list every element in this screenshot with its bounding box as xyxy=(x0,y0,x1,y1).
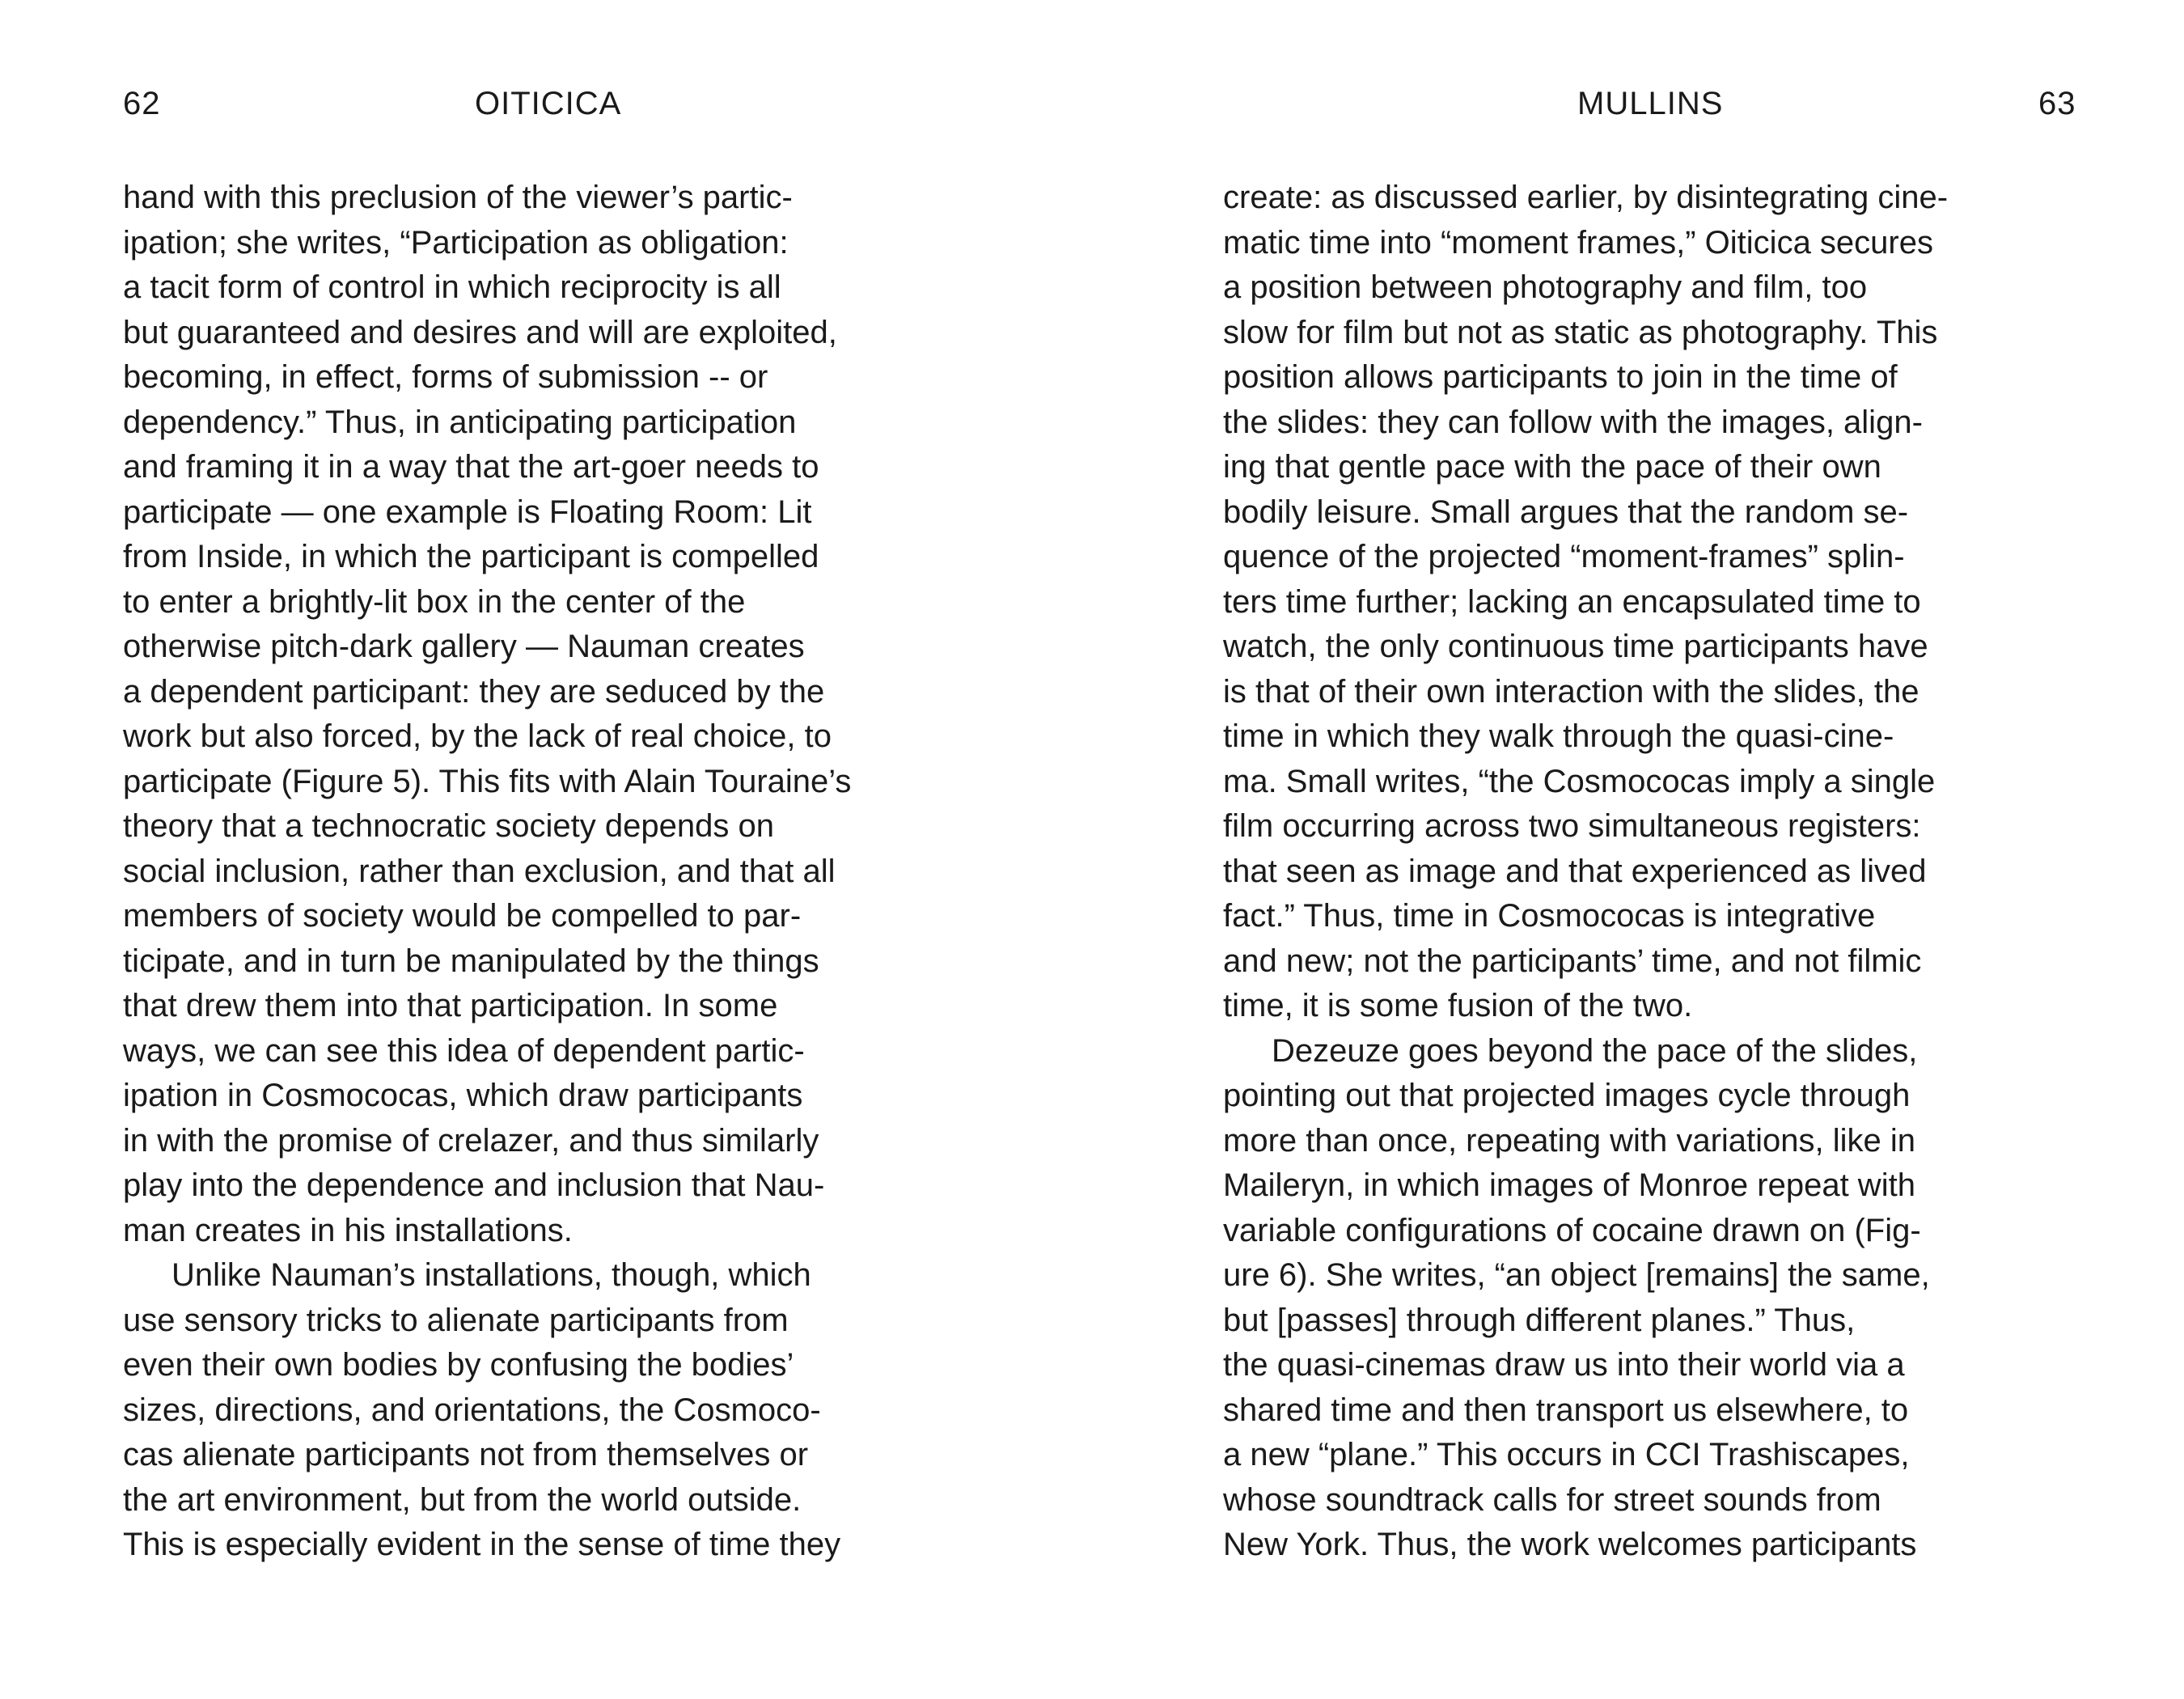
running-head: MULLINS xyxy=(1577,86,1724,121)
text-line: bodily leisure. Small argues that the random se- xyxy=(1223,494,1909,530)
text-line: ways, we can see this idea of dependent partic- xyxy=(123,1032,805,1069)
text-line: a position between photography and film, too xyxy=(1223,269,1868,305)
text-line: ipation in Cosmococas, which draw participants xyxy=(123,1078,803,1113)
text-line: a new “plane.” This occurs in CCI Trashiscapes, xyxy=(1223,1437,1910,1472)
text-line: ma. Small writes, “the Cosmococas imply a single xyxy=(1223,763,1936,799)
text-line: social inclusion, rather than exclusion, and that all xyxy=(123,853,836,889)
text-line: sizes, directions, and orientations, the Cosmoco- xyxy=(123,1392,821,1428)
text-line: the quasi-cinemas draw us into their world via a xyxy=(1223,1347,1905,1383)
text-line: even their own bodies by confusing the bodies’ xyxy=(123,1347,794,1383)
text-line: time in which they walk through the quasi-cine- xyxy=(1223,718,1894,754)
text-line: matic time into “moment frames,” Oiticica secures xyxy=(1223,224,1933,261)
right-page xyxy=(1092,0,2184,1699)
text-line: fact.” Thus, time in Cosmococas is integrative xyxy=(1223,898,1876,934)
text-line: position allows participants to join in the time of xyxy=(1223,359,1898,395)
text-line: ing that gentle pace with the pace of their own xyxy=(1223,449,1881,485)
text-line: man creates in his installations. xyxy=(123,1212,573,1248)
text-line: that seen as image and that experienced as lived xyxy=(1223,853,1927,889)
text-line: the art environment, but from the world outside. xyxy=(123,1481,802,1518)
text-line: but [passes] through different planes.” Thus, xyxy=(1223,1302,1856,1338)
text-line: film occurring across two simultaneous registers: xyxy=(1223,808,1921,844)
text-line: create: as discussed earlier, by disintegrating cine- xyxy=(1223,180,1949,215)
page-number: 63 xyxy=(2038,86,2076,121)
text-line: more than once, repeating with variations, like in xyxy=(1223,1122,1916,1159)
text-line: participate — one example is Floating Room: Lit xyxy=(123,494,812,530)
text-line: is that of their own interaction with the slides, the xyxy=(1223,673,1919,710)
text-line: from Inside, in which the participant is compelled xyxy=(123,539,819,574)
text-line: members of society would be compelled to par- xyxy=(123,898,802,934)
text-line: cas alienate participants not from themselves or xyxy=(123,1437,809,1472)
running-head: OITICICA xyxy=(475,86,622,121)
text-line: use sensory tricks to alienate participants from xyxy=(123,1302,789,1338)
text-line: variable configurations of cocaine drawn on (Fig- xyxy=(1223,1212,1921,1248)
text-line: to enter a brightly-lit box in the center of the xyxy=(123,583,746,620)
text-line: time, it is some fusion of the two. xyxy=(1223,988,1693,1023)
text-line: and framing it in a way that the art-goer needs to xyxy=(123,449,819,485)
text-line: ticipate, and in turn be manipulated by the things xyxy=(123,943,819,979)
text-line: slow for film but not as static as photography. This xyxy=(1223,314,1938,350)
text-line: ure 6). She writes, “an object [remains] the same, xyxy=(1223,1257,1930,1293)
body-text xyxy=(123,176,997,1568)
text-line: theory that a technocratic society depends on xyxy=(123,808,774,844)
text-line: the slides: they can follow with the images, align- xyxy=(1223,404,1923,440)
text-line: otherwise pitch-dark gallery — Nauman creates xyxy=(123,629,805,664)
text-line: ters time further; lacking an encapsulated time to xyxy=(1223,583,1921,620)
text-line: quence of the projected “moment-frames” splin- xyxy=(1223,539,1905,574)
text-line: becoming, in effect, forms of submission -- or xyxy=(123,359,768,395)
text-line: Dezeuze goes beyond the pace of the slides, xyxy=(1272,1032,1918,1069)
text-line: watch, the only continuous time participants have xyxy=(1223,629,1928,664)
text-line: work but also forced, by the lack of real choice, to xyxy=(123,718,832,754)
text-line: but guaranteed and desires and will are exploited, xyxy=(123,314,837,350)
text-line: pointing out that projected images cycle through xyxy=(1223,1078,1911,1113)
text-line: play into the dependence and inclusion that Nau- xyxy=(123,1167,825,1203)
text-line: Maileryn, in which images of Monroe repeat with xyxy=(1223,1167,1915,1203)
text-line: and new; not the participants’ time, and not filmic xyxy=(1223,943,1922,979)
text-line: shared time and then transport us elsewhere, to xyxy=(1223,1392,1909,1428)
text-line: in with the promise of crelazer, and thus similarly xyxy=(123,1122,819,1159)
text-line: whose soundtrack calls for street sounds from xyxy=(1223,1481,1881,1518)
text-line: New York. Thus, the work welcomes participants xyxy=(1223,1527,1917,1562)
text-line: that drew them into that participation. In some xyxy=(123,988,778,1023)
text-line: a dependent participant: they are seduced by the xyxy=(123,673,825,710)
body-text xyxy=(1223,176,2097,1568)
text-line: a tacit form of control in which reciprocity is all xyxy=(123,269,781,305)
text-line: hand with this preclusion of the viewer’s partic- xyxy=(123,180,793,215)
text-line: Unlike Nauman’s installations, though, which xyxy=(171,1257,811,1293)
text-line: ipation; she writes, “Participation as obligation: xyxy=(123,224,789,261)
text-line: dependency.” Thus, in anticipating participation xyxy=(123,404,797,440)
page-number: 62 xyxy=(123,86,161,121)
text-line: This is especially evident in the sense of time they xyxy=(123,1527,841,1562)
text-line: participate (Figure 5). This fits with Alain Touraine’s xyxy=(123,763,852,799)
